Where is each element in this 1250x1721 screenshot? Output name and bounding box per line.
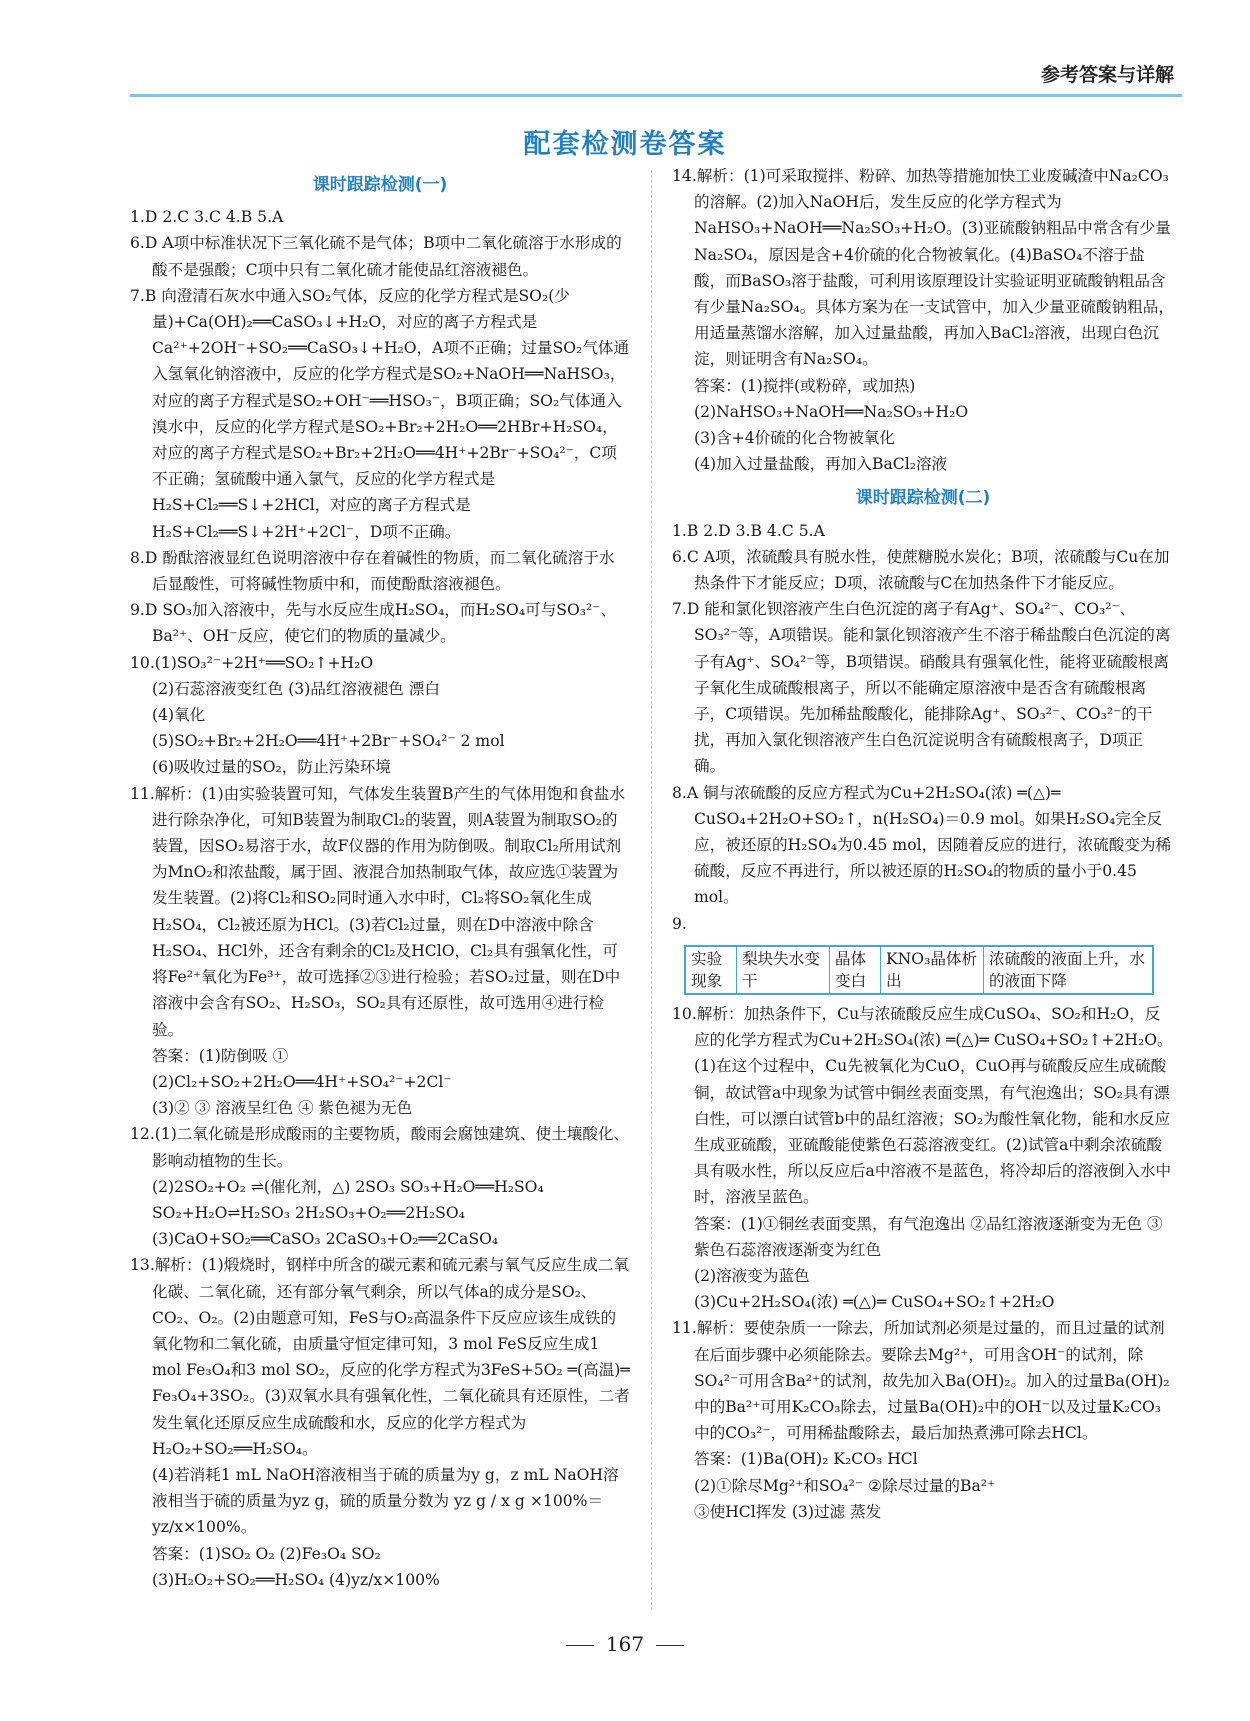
answer-line: (4)氧化 bbox=[152, 706, 206, 725]
answer-line: (2)2SO₂+O₂ ⇌(催化剂，△) 2SO₃ SO₃+H₂O══H₂SO₄ bbox=[152, 1177, 544, 1196]
answer-line: 答案：(1)Ba(OH)₂ K₂CO₃ HCl bbox=[694, 1450, 918, 1469]
answer-line: 7.B 向澄清石灰水中通入SO₂气体，反应的化学方程式是SO₂(少量)+Ca(OH)₂══CaSO₃↓+H₂O，对应的离子方程式是Ca²⁺+2OH⁻+SO₂══CaSO₃↓+H₂O，A项不正确；过量SO₂气体通入氢氧化钠溶液中，反应的化学方程式是SO₂+NaOH══NaHSO₃，对应的离子方程式是SO₂+OH⁻══HSO₃⁻，B项正确；SO₂气体通入溴水中，反应的化学方程式是SO₂+Br₂+2H₂O══2HBr+H₂SO₄，对应的离子方程式是SO₂+Br₂+2H₂O══4H⁺+2Br⁻+SO₄²⁻，C项不正确；氢硫酸中通入氯气，反应的化学方程式是H₂S+Cl₂══S↓+2HCl，对应的离子方程式是H₂S+Cl₂══S↓+2H⁺+2Cl⁻，D项不正确。 bbox=[130, 286, 630, 541]
answer-line: (3)② ③ 溶液呈红色 ④ 紫色褪为无色 bbox=[152, 1099, 413, 1118]
column-divider bbox=[651, 170, 652, 1610]
answer-line: 11.解析：要使杂质一一除去，所加试剂必须是过量的，而且过量的试剂在后面步骤中必须能除去。要除去Mg²⁺，可用含OH⁻的试剂，除SO₄²⁻可用含Ba²⁺的试剂，故先加入Ba(OH)₂。加入的过量Ba(OH)₂中的Ba²⁺可用K₂CO₃除去，过量Ba(OH)₂中的OH⁻以及过量K₂CO₃中的CO₃²⁻，可用稀盐酸除去，最后加热煮沸可除去HCl。 bbox=[672, 1319, 1170, 1443]
section-title-1: 课时跟踪检测(一) bbox=[312, 175, 448, 195]
answer-line: (4)若消耗1 mL NaOH溶液相当于硫的质量为y g，z mL NaOH溶液相当于硫的质量为yz g，硫的质量分数为 yz g / x g ×100%＝yz/x×100%。 bbox=[152, 1465, 619, 1537]
experiment-table bbox=[684, 945, 1154, 995]
answer-line: 8.A 铜与浓硫酸的反应方程式为Cu+2H₂SO₄(浓) ═(△)═ CuSO₄+2H₂O+SO₂↑，n(H₂SO₄)＝0.9 mol。如果H₂SO₄完全反应，被还原的H₂SO₄为0.45 mol，因随着反应的进行，浓硫酸变为稀硫酸，反应不再进行，所以被还原的H₂SO₄的物质的量小于0.45 mol。 bbox=[672, 783, 1172, 907]
table-cell: KNO₃晶体析出 bbox=[881, 946, 984, 994]
answer-line: 答案：(1)①铜丝表面变黑，有气泡逸出 ②品红溶液逐渐变为无色 ③紫色石蕊溶液逐渐变为红色 bbox=[694, 1214, 1163, 1259]
answer-line: (4)加入过量盐酸，再加入BaCl₂溶液 bbox=[694, 455, 948, 474]
section-title-2: 课时跟踪检测(二) bbox=[855, 488, 991, 509]
answer-line: ③使HCl挥发 (3)过滤 蒸发 bbox=[694, 1502, 882, 1521]
answer-line: 9.D SO₃加入溶液中，先与水反应生成H₂SO₄，而H₂SO₄可与SO₃²⁻、Ba²⁺、OH⁻反应，使它们的物质的量减少。 bbox=[130, 601, 617, 646]
page-title: 配套检测卷答案 bbox=[523, 129, 727, 160]
answer-line: (3)Cu+2H₂SO₄(浓) ═(△)═ CuSO₄+SO₂↑+2H₂O bbox=[694, 1293, 1055, 1312]
answer-line: 12.(1)二氧化硫是形成酸雨的主要物质，酸雨会腐蚀建筑、使土壤酸化、影响动植物的生长。 bbox=[130, 1125, 630, 1170]
answer-line: 7.D 能和氯化钡溶液产生白色沉淀的离子有Ag⁺、SO₄²⁻、CO₃²⁻、SO₃²⁻等，A项错误。能和氯化钡溶液产生不溶于稀盐酸白色沉淀的离子有Ag⁺、SO₄²⁻等，B项错误。硝酸具有强氧化性，能将亚硫酸根离子氧化生成硫酸根离子，所以不能确定原溶液中是否含有硫酸根离子，C项错误。先加稀盐酸酸化，能排除Ag⁺、SO₃²⁻、CO₃²⁻的干扰，再加入氯化钡溶液产生白色沉淀说明含有硫酸根离子，D项正确。 bbox=[672, 600, 1171, 776]
answer-line: 6.C A项，浓硫酸具有脱水性，使蔗糖脱水炭化；B项，浓硫酸与Cu在加热条件下才能反应；D项，浓硫酸与C在加热条件下才能反应。 bbox=[672, 547, 1170, 593]
answer-line: 13.解析：(1)煅烧时，钢样中所含的碳元素和硫元素与氧气反应生成二氧化碳、二氧化硫，还有部分氧气剩余，所以气体a的成分是SO₂、CO₂、O₂。(2)由题意可知，FeS与O₂高温条件下反应应该生成铁的氧化物和二氧化硫，由质量守恒定律可知，3 mol FeS反应生成1 mol Fe₃O₄和3 mol SO₂，反应的化学方程式为3FeS+5O₂ ═(高温)═ Fe₃O₄+3SO₂。(3)双氧水具有强氧化性，二氧化硫具有还原性，二者发生氧化还原反应生成硫酸和水，反应的化学方程式为H₂O₂+SO₂══H₂SO₄。 bbox=[130, 1256, 630, 1458]
answer-line: (3)H₂O₂+SO₂══H₂SO₄ (4)yz/x×100% bbox=[152, 1570, 440, 1589]
table-head-cell: 实验现象 bbox=[685, 946, 737, 994]
answer-line: 1.D 2.C 3.C 4.B 5.A bbox=[130, 208, 284, 227]
right-column bbox=[672, 163, 1174, 1525]
answer-line: (2)溶液变为蓝色 bbox=[694, 1266, 810, 1285]
answer-line: (2)NaHSO₃+NaOH══Na₂SO₃+H₂O bbox=[694, 402, 969, 421]
table-cell: 晶体变白 bbox=[830, 946, 881, 994]
answer-line: (3)CaO+SO₂══CaSO₃ 2CaSO₃+O₂══2CaSO₄ bbox=[152, 1230, 499, 1249]
page-header bbox=[130, 58, 1182, 97]
header-title: 参考答案与详解 bbox=[1040, 64, 1174, 86]
answer-line: (5)SO₂+Br₂+2H₂O══4H⁺+2Br⁻+SO₄²⁻ 2 mol bbox=[152, 732, 505, 751]
answer-line: 6.D A项中标准状况下三氧化硫不是气体；B项中二氧化硫溶于水形成的酸不是强酸；C项中只有二氧化硫才能使品红溶液褪色。 bbox=[130, 234, 622, 279]
answer-line: (3)含+4价硫的化合物被氧化 bbox=[694, 429, 896, 448]
answer-line: 答案：(1)防倒吸 ① bbox=[152, 1046, 289, 1065]
table-row bbox=[685, 946, 1153, 994]
answer-line: 8.D 酚酞溶液显红色说明溶液中存在着碱性的物质，而二氧化硫溶于水后显酸性，可将碱性物质中和，而使酚酞溶液褪色。 bbox=[130, 548, 615, 594]
answer-line: (2)石蕊溶液变红色 (3)品红溶液褪色 漂白 bbox=[152, 679, 440, 698]
answer-line: 9. bbox=[672, 914, 687, 933]
answer-line: 14.解析：(1)可采取搅拌、粉碎、加热等措施加快工业废碱渣中Na₂CO₃的溶解。(2)加入NaOH后，发生反应的化学方程式为NaHSO₃+NaOH══Na₂SO₃+H₂O。(3)亚硫酸钠粗品中常含有少量Na₂SO₄，原因是含+4价硫的化合物被氧化。(4)BaSO₄不溶于盐酸，而BaSO₃溶于盐酸，可利用该原理设计实验证明亚硫酸钠粗品含有少量Na₂SO₄。具体方案为在一支试管中，加入少量亚硫酸钠粗品，用适量蒸馏水溶解，加入过量盐酸，再加入BaCl₂溶液，出现白色沉淀，则证明含有Na₂SO₄。 bbox=[672, 167, 1174, 369]
page-number bbox=[0, 1632, 1250, 1656]
answer-line: 1.B 2.D 3.B 4.C 5.A bbox=[672, 521, 825, 540]
answer-line: 答案：(1)SO₂ O₂ (2)Fe₃O₄ SO₂ bbox=[152, 1544, 381, 1563]
answer-line: 10.(1)SO₃²⁻+2H⁺══SO₂↑+H₂O bbox=[130, 653, 374, 672]
left-column bbox=[130, 170, 630, 1593]
answer-line: (6)吸收过量的SO₂，防止污染环境 bbox=[152, 758, 391, 777]
page-number-text: 167 bbox=[605, 1632, 645, 1656]
dash-right bbox=[656, 1645, 684, 1646]
answer-line: SO₂+H₂O⇌H₂SO₃ 2H₂SO₃+O₂══2H₂SO₄ bbox=[152, 1203, 465, 1222]
answer-line: 答案：(1)搅拌(或粉碎，或加热) bbox=[694, 376, 916, 395]
answer-line: (2)Cl₂+SO₂+2H₂O══4H⁺+SO₄²⁻+2Cl⁻ bbox=[152, 1072, 452, 1091]
dash-left bbox=[566, 1645, 594, 1646]
answer-line: 10.解析：加热条件下，Cu与浓硫酸反应生成CuSO₄、SO₂和H₂O，反应的化学方程式为Cu+2H₂SO₄(浓) ═(△)═ CuSO₄+SO₂↑+2H₂O。(1)在这个过程中，Cu先被氧化为CuO，CuO再与硫酸反应生成硫酸铜，故试管a中现象为试管中铜丝表面变黑，有气泡逸出；SO₂具有漂白性，可以漂白试管b中的品红溶液；SO₂为酸性氧化物，能和水反应生成亚硫酸，亚硫酸能使紫色石蕊溶液变红。(2)试管a中剩余浓硫酸具有吸水性，所以反应后a中溶液不是蓝色，将冷却后的溶液倒入水中时，溶液呈蓝色。 bbox=[672, 1004, 1173, 1207]
answer-line: (2)①除尽Mg²⁺和SO₄²⁻ ②除尽过量的Ba²⁺ bbox=[694, 1476, 996, 1495]
table-cell: 浓硫酸的液面上升，水的液面下降 bbox=[984, 946, 1154, 994]
table-cell: 梨块失水变干 bbox=[737, 946, 830, 994]
answer-line: 11.解析：(1)由实验装置可知，气体发生装置B产生的气体用饱和食盐水进行除杂净化，可知B装置为制取Cl₂的装置，则A装置为制取SO₂的装置，因SO₂易溶于水，故F仪器的作用为防倒吸。制取Cl₂所用试剂为MnO₂和浓盐酸，属于固、液混合加热制取气体，故应选①装置为发生装置。(2)将Cl₂和SO₂同时通入水中时，Cl₂将SO₂氧化生成H₂SO₄，Cl₂被还原为HCl。(3)若Cl₂过量，则在D中溶液中除含H₂SO₄、HCl外，还含有剩余的Cl₂及HClO，Cl₂具有强氧化性，可将Fe²⁺氧化为Fe³⁺，故可选择②③进行检验；若SO₂过量，则在D中溶液中会含有SO₂、H₂SO₃，SO₂具有还原性，故可选用④进行检验。 bbox=[130, 784, 625, 1039]
